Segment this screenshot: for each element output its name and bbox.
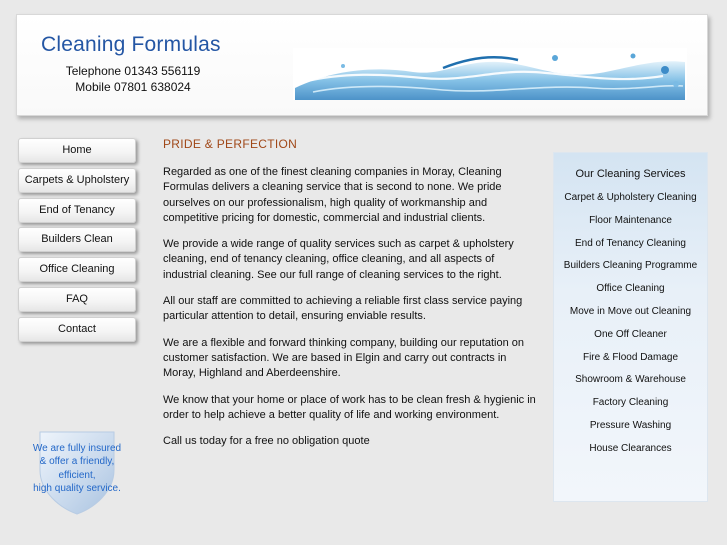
service-link-floor-maintenance[interactable]: Floor Maintenance [589,214,672,226]
service-link-one-off-cleaner[interactable]: One Off Cleaner [594,328,667,340]
water-splash-image [293,48,687,100]
nav-carpets-upholstery-button[interactable]: Carpets & Upholstery [18,168,136,193]
page-heading: PRIDE & PERFECTION [163,137,298,151]
site-title[interactable]: Cleaning Formulas [41,33,221,56]
staff-paragraph: All our staff are committed to achieving a reliable first class service paying particular attention to detail, ensuring enviable results. [163,295,523,323]
service-link-fire-flood[interactable]: Fire & Flood Damage [582,351,679,363]
service-link-move-in-move-out[interactable]: Move in Move out Cleaning [569,305,692,317]
services-list [554,191,707,465]
service-link-house-clearances[interactable]: House Clearances [589,442,672,454]
header-banner [16,14,708,116]
main-content [163,137,538,460]
mobile-number: Mobile 07801 638024 [75,80,191,94]
company-paragraph: We are a flexible and forward thinking company, building our reputation on customer satisfaction. We are based in Elgin and carry out contracts in Moray, Highland and Aberdeenshire. [163,336,524,380]
nav-office-cleaning-button[interactable]: Office Cleaning [18,257,136,282]
nav-home-button[interactable]: Home [18,138,136,163]
nav-faq-button[interactable]: FAQ [18,287,136,312]
service-link-factory-cleaning[interactable]: Factory Cleaning [592,397,669,409]
service-link-office-cleaning[interactable]: Office Cleaning [596,283,665,295]
insurance-badge [22,430,132,516]
telephone-number: Telephone 01343 556119 [65,64,201,78]
service-link-carpet-upholstery[interactable]: Carpet & Upholstery Cleaning [564,192,697,203]
services-panel [553,152,708,502]
nav-builders-clean-button[interactable]: Builders Clean [18,227,136,252]
service-link-showroom-warehouse[interactable]: Showroom & Warehouse [575,374,686,386]
nav-contact-button[interactable]: Contact [18,317,136,342]
service-link-end-of-tenancy[interactable]: End of Tenancy Cleaning [574,237,686,249]
insurance-line: We are fully insured [32,443,122,454]
services-paragraph: We provide a wide range of quality services such as carpet & upholstery cleaning, end of tenancy cleaning, office cleaning, and all aspects of industrial cleaning. See our full range of cleaning services to the right. [163,238,514,281]
insurance-line: efficient, [58,469,96,481]
main-navigation [18,138,138,347]
service-link-pressure-washing[interactable]: Pressure Washing [589,419,672,431]
call-to-action: Call us today for a free no obligation quote [163,435,370,448]
insurance-line: & offer a friendly, [39,456,115,468]
insurance-line: high quality service. [33,482,121,494]
service-link-builders-cleaning[interactable]: Builders Cleaning Programme [563,260,698,272]
insurance-message [22,442,132,495]
hygiene-paragraph: We know that your home or place of work has to be clean fresh & hygienic in order to help achieve a better quality of life and working environment. [163,393,536,421]
intro-paragraph: Regarded as one of the finest cleaning companies in Moray, Cleaning Formulas delivers a cleaning service that is second to none. We pride ourselves on our professionalism, high quality of workmanship and competitive pricing for domestic, commercial and industrial clients. [163,166,502,224]
nav-end-of-tenancy-button[interactable]: End of Tenancy [18,198,136,223]
services-title: Our Cleaning Services [575,168,686,180]
